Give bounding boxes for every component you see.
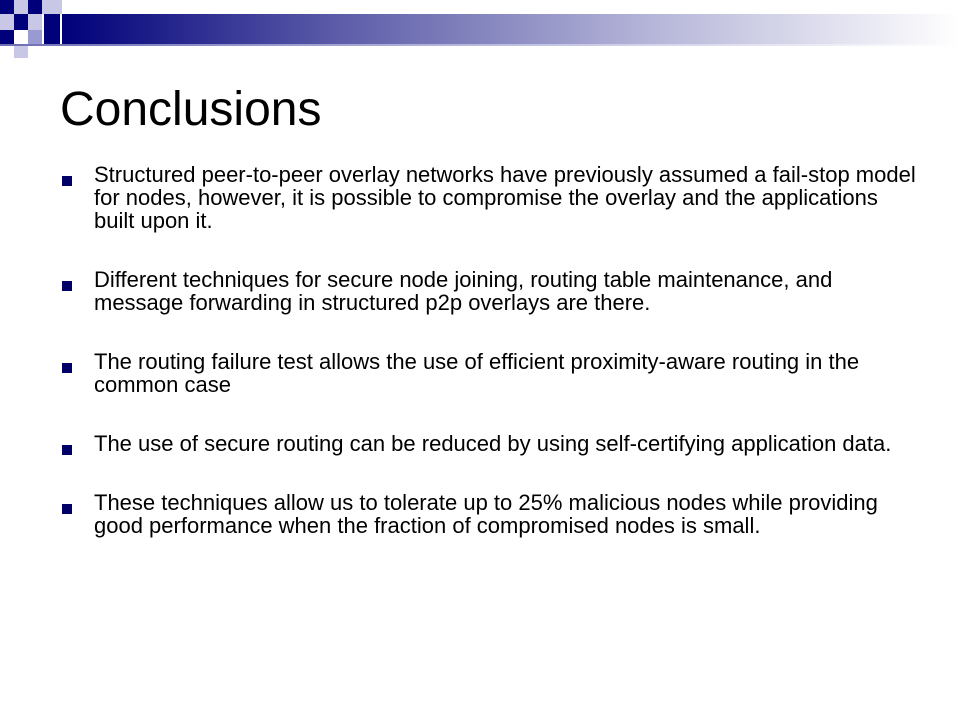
bullet-item [60,350,920,396]
square-bullet-icon [62,281,72,291]
header-decoration [0,0,960,60]
deco-square [28,30,42,44]
bullet-item [60,491,920,537]
deco-square [14,14,28,30]
bullet-text: Structured peer-to-peer overlay networks have previously assumed a fail-stop model for nodes, however, it is possible to compromise the overlay and the applications built upon it. [94,162,916,233]
bullet-text: The routing failure test allows the use of efficient proximity-aware routing in the common case [94,349,860,397]
deco-square [42,0,62,14]
header-gradient-bar [62,14,960,44]
square-bullet-icon [62,363,72,373]
deco-square [14,44,28,58]
bullet-item [60,432,920,455]
deco-square [0,30,14,44]
deco-square [28,14,42,30]
deco-square [0,14,14,30]
deco-square [44,14,60,44]
square-bullet-icon [62,445,72,455]
square-bullet-icon [62,176,72,186]
deco-square [28,0,42,14]
bullet-text: Different techniques for secure node joining, routing table maintenance, and message forwarding in structured p2p overlays are there. [94,267,833,315]
header-divider [0,44,960,46]
slide-title: Conclusions [60,83,322,136]
deco-square [14,0,28,14]
bullet-text: These techniques allow us to tolerate up to 25% malicious nodes while providing good performance when the fraction of compromised nodes is small. [94,490,878,538]
bullet-text: The use of secure routing can be reduced by using self-certifying application data. [94,431,892,456]
bullet-item [60,268,920,314]
deco-square [0,0,14,14]
bullet-item [60,163,920,232]
square-bullet-icon [62,504,72,514]
bullet-list [60,163,920,573]
